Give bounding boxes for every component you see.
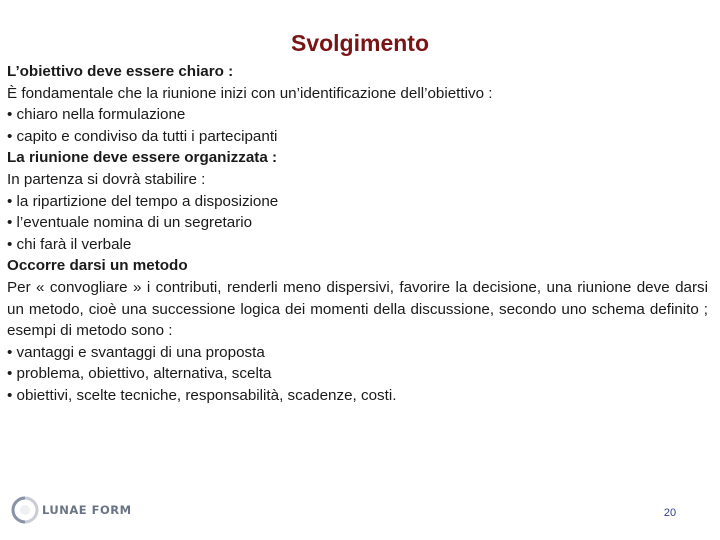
page-number: 20 bbox=[663, 507, 677, 519]
heading-method: Occorre darsi un metodo bbox=[7, 257, 188, 275]
bullet-item: • l’eventuale nomina di un segretario bbox=[7, 214, 253, 232]
heading-objective: L’obiettivo deve essere chiaro : bbox=[7, 63, 234, 80]
slide-body bbox=[7, 61, 708, 407]
logo-wordmark: LUNAE FORM bbox=[42, 503, 132, 517]
bullet-item: • chi farà il verbale bbox=[7, 235, 132, 253]
bullet-item: • problema, obiettivo, alternativa, scelta bbox=[7, 365, 272, 383]
bullet-item: • obiettivi, scelte tecniche, responsabilità, scadenze, costi. bbox=[7, 386, 397, 404]
slide-title: Svolgimento bbox=[290, 30, 429, 56]
bullet-item: • chiaro nella formulazione bbox=[7, 106, 186, 124]
crescent-logo-icon bbox=[10, 494, 40, 526]
bullet-item: • capito e condiviso da tutti i partecipanti bbox=[7, 127, 278, 145]
bullet-item: • vantaggi e svantaggi di una proposta bbox=[7, 343, 265, 361]
heading-organization: La riunione deve essere organizzata : bbox=[7, 149, 278, 167]
text-line: È fondamentale che la riunione inizi con un’identificazione dell’obiettivo : bbox=[7, 84, 493, 102]
text-line: In partenza si dovrà stabilire : bbox=[7, 170, 206, 188]
lunae-form-logo bbox=[10, 492, 132, 528]
bullet-item: • la ripartizione del tempo a disposizione bbox=[7, 192, 279, 210]
method-paragraph: Per « convogliare » i contributi, renderli meno dispersivi, favorire la decisione, una riunione deve darsi un metodo, cioè una successione logica dei momenti della discussione, secondo uno schema definito ; esempi di metodo sono : bbox=[7, 278, 708, 340]
